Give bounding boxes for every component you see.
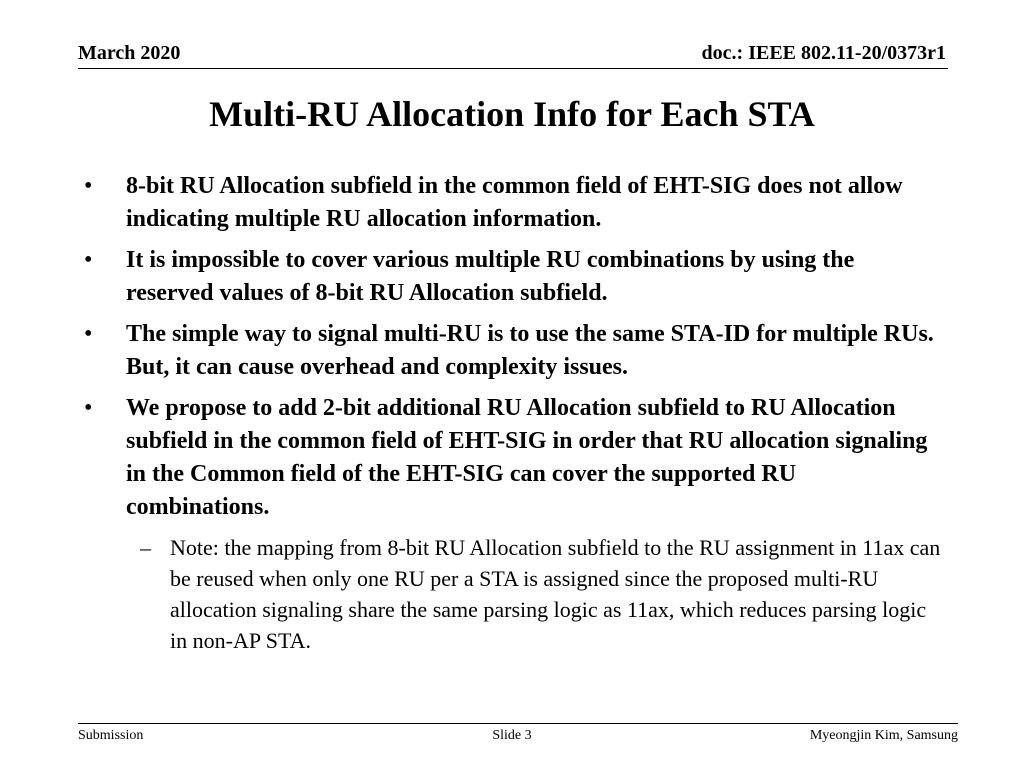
footer-slide-number: Slide 3: [492, 728, 532, 743]
sub-bullet-marker: –: [140, 535, 151, 560]
bullet-item: [82, 244, 942, 310]
bullet-marker: •: [84, 247, 93, 273]
header-doc-id: doc.: IEEE 802.11-20/0373r1: [701, 42, 946, 64]
bullet-text: It is impossible to cover various multiple RU combinations by using the reserved values of 8-bit RU Allocation subfield.: [126, 247, 855, 306]
bullet-marker: •: [84, 173, 93, 199]
bullet-item: [82, 318, 942, 384]
sub-bullet-text: Note: the mapping from 8-bit RU Allocation subfield to the RU assignment in 11ax can be reused when only one RU per a STA is assigned since the proposed multi-RU allocation signaling share the same parsing logic as 11ax, which reduces parsing logic in non-AP STA.: [170, 535, 941, 653]
bullet-text: The simple way to signal multi-RU is to use the same STA-ID for multiple RUs. But, it can cause overhead and complexity issues.: [126, 321, 934, 380]
header-date: March 2020: [78, 42, 181, 64]
sub-bullet-item: [82, 532, 942, 656]
bullet-item: [82, 170, 942, 236]
bullet-text: 8-bit RU Allocation subfield in the common field of EHT-SIG does not allow indicating multiple RU allocation information.: [126, 173, 903, 232]
footer-divider: [78, 723, 958, 724]
footer-author: Myeongjin Kim, Samsung: [809, 728, 958, 743]
footer-submission: Submission: [78, 728, 144, 743]
header-divider: [78, 68, 948, 69]
bullet-marker: •: [84, 395, 93, 421]
slide-title: Multi-RU Allocation Info for Each STA: [209, 94, 815, 134]
bullet-marker: •: [84, 321, 93, 347]
bullet-text: We propose to add 2-bit additional RU Allocation subfield to RU Allocation subfield in the common field of EHT-SIG in order that RU allocation signaling in the Common field of the EHT-SIG can cover the supported RU combinations.: [126, 395, 928, 520]
slide-content: [82, 170, 942, 656]
bullet-item: [82, 392, 942, 524]
